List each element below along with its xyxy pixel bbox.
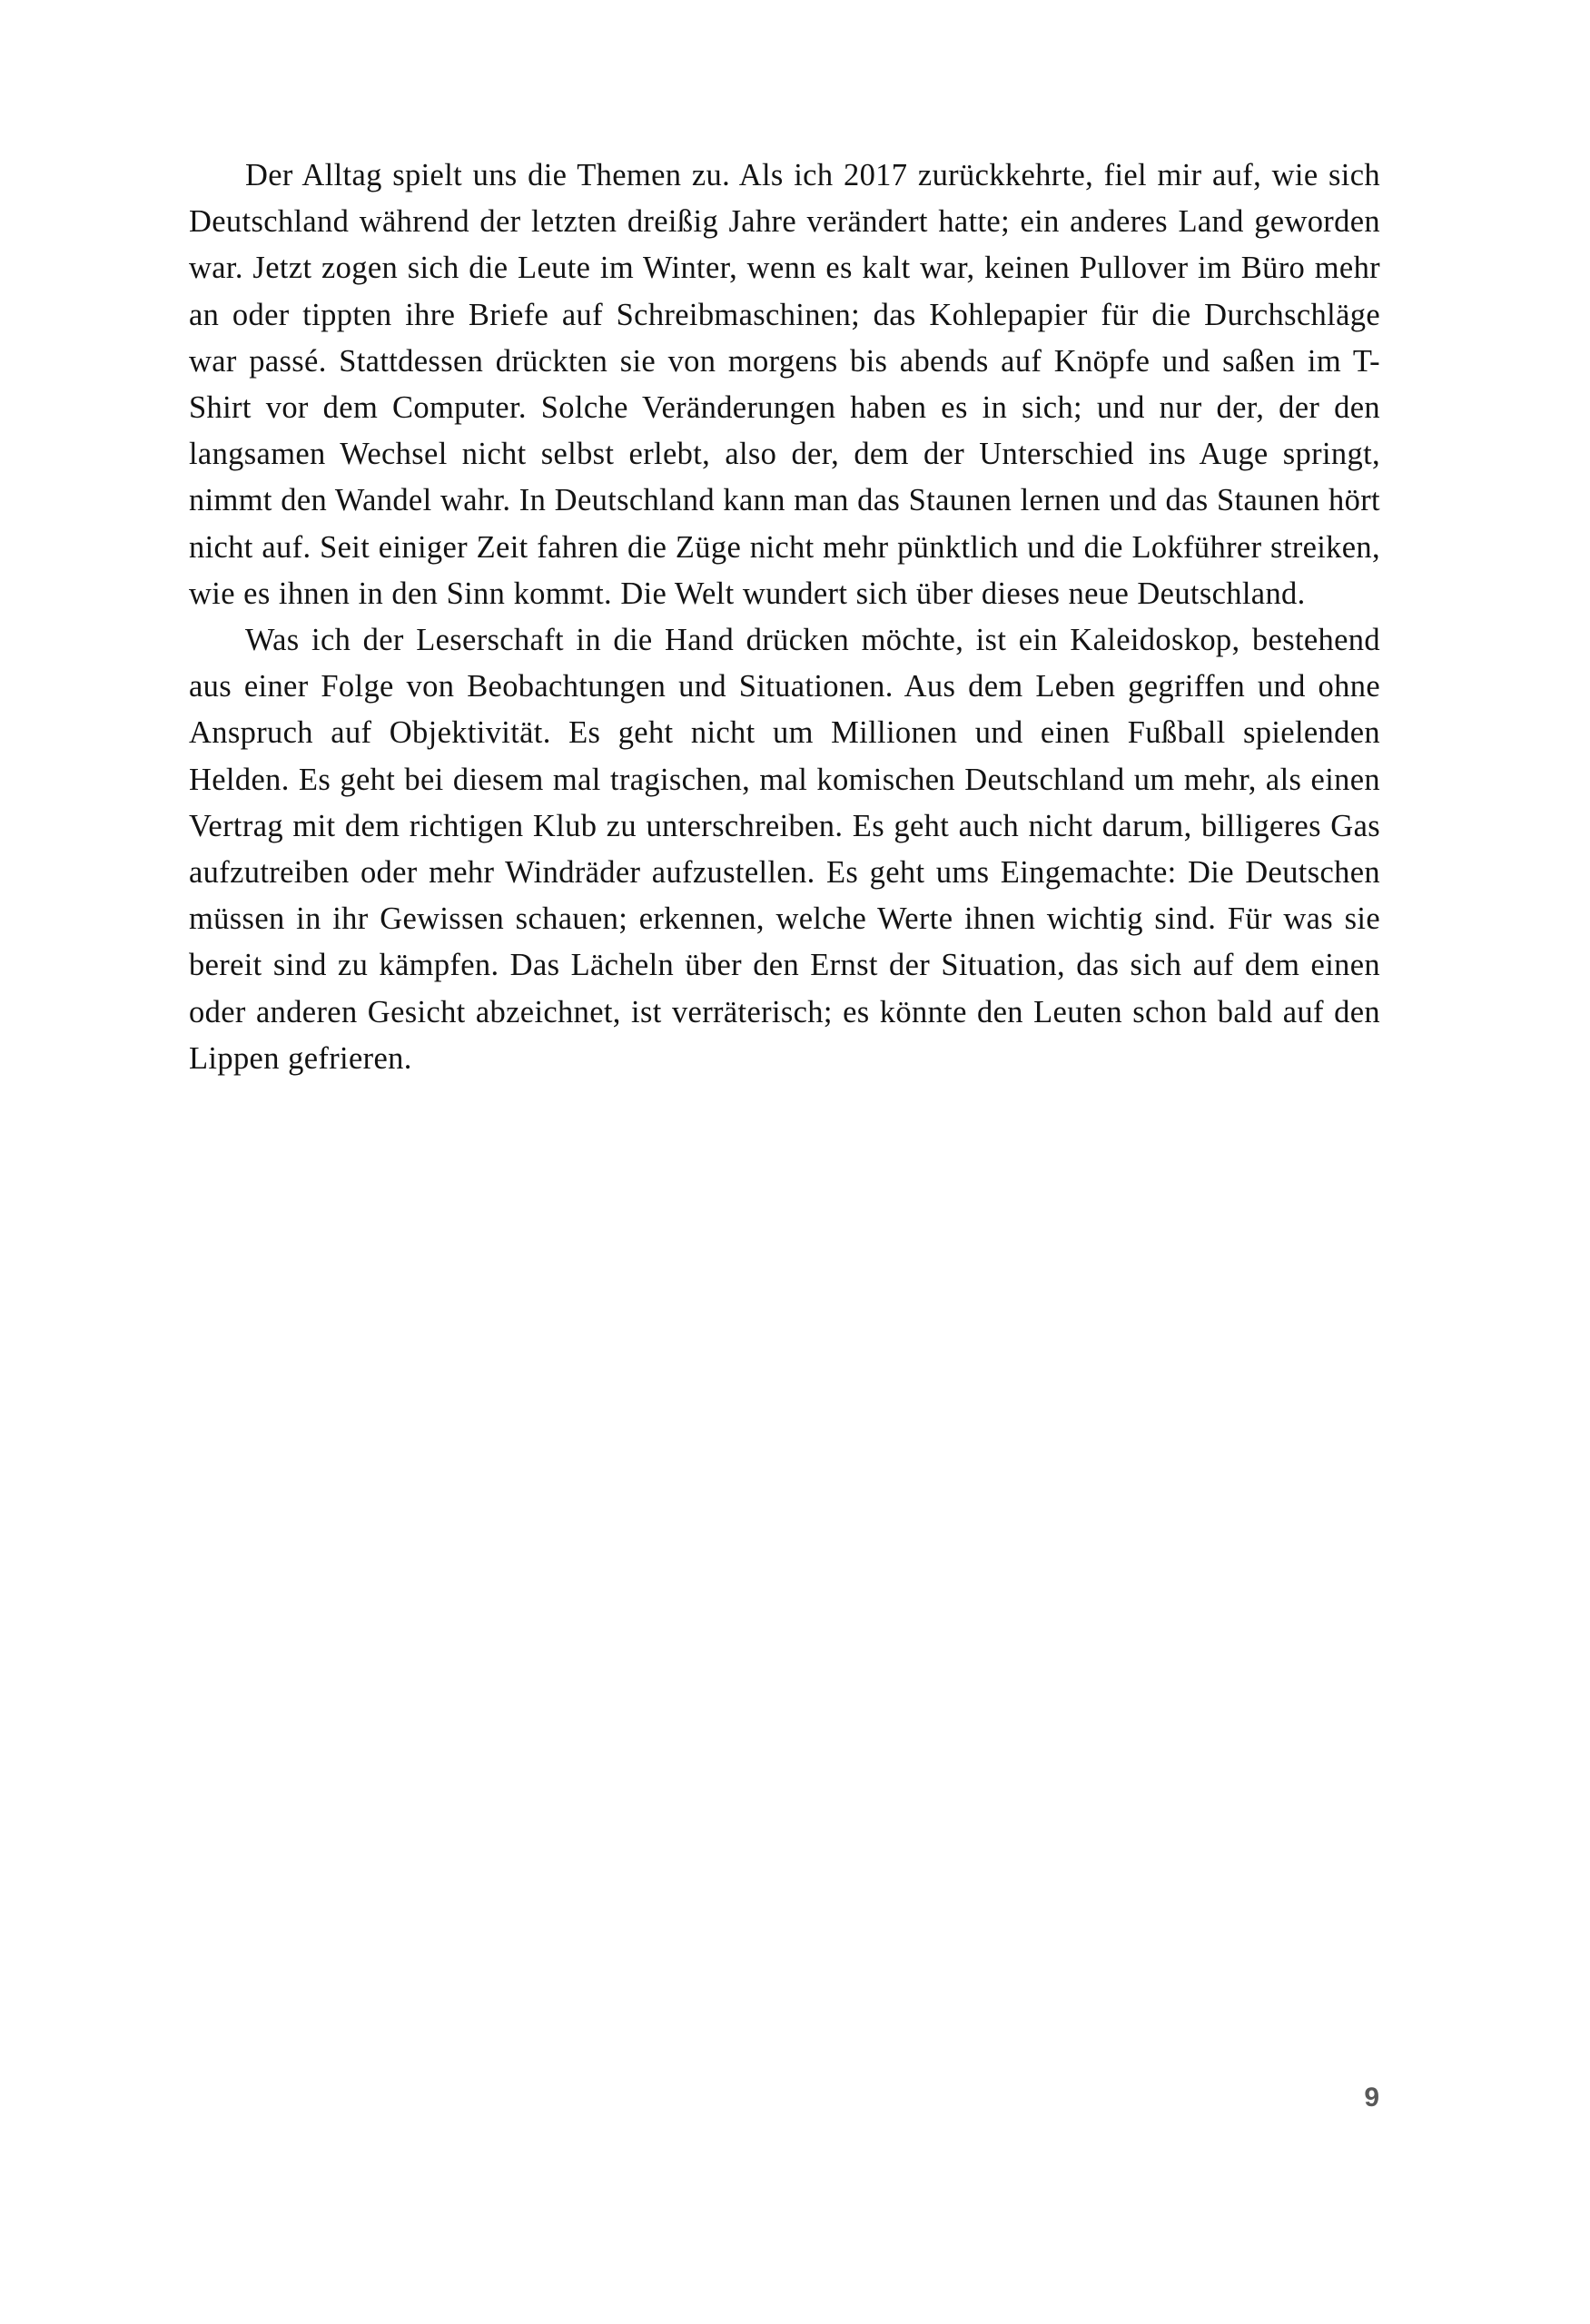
paragraph-1: Der Alltag spielt uns die Themen zu. Als ich 2017 zurückkehrte, fiel mir auf, wie sich Deutschland während der letzten dreißig Jahre verändert hatte; ein anderes Land geworden war. Jetzt zogen sich die Leute im Winter, wenn es kalt war, keinen Pullover im Büro mehr an oder tippten ihre Briefe auf Schreibmaschinen; das Kohlepapier für die Durchschläge war passé. Stattdessen drückten sie von morgens bis abends auf Knöpfe und saßen im T-Shirt vor dem Computer. Solche Veränderungen haben es in sich; und nur der, der den langsamen Wechsel nicht selbst erlebt, also der, dem der Unterschied ins Auge springt, nimmt den Wandel wahr. In Deutschland kann man das Staunen lernen und das Staunen hört nicht auf. Seit einiger Zeit fahren die Züge nicht mehr pünktlich und die Lokführer streiken, wie es ihnen in den Sinn kommt. Die Welt wundert sich über dieses neue Deutschland. — [189, 158, 1380, 611]
paragraph-2: Was ich der Leserschaft in die Hand drücken möchte, ist ein Kaleidoskop, bestehend aus einer Folge von Beobachtungen und Situationen. Aus dem Leben gegriffen und ohne Anspruch auf Objektivität. Es geht nicht um Millionen und einen Fußball spielenden Helden. Es geht bei diesem mal tragischen, mal komischen Deutschland um mehr, als einen Vertrag mit dem richtigen Klub zu unterschreiben. Es geht auch nicht darum, billigeres Gas aufzutreiben oder mehr Windräder aufzustellen. Es geht ums Eingemachte: Die Deutschen müssen in ihr Gewissen schauen; erkennen, welche Werte ihnen wichtig sind. Für was sie bereit sind zu kämpfen. Das Lächeln über den Ernst der Situation, das sich auf dem einen oder anderen Gesicht abzeichnet, ist verräterisch; es könnte den Leuten schon bald auf den Lippen gefrieren. — [189, 623, 1380, 1076]
page-number: 9 — [1364, 2083, 1379, 2112]
text-column — [189, 153, 1380, 1082]
